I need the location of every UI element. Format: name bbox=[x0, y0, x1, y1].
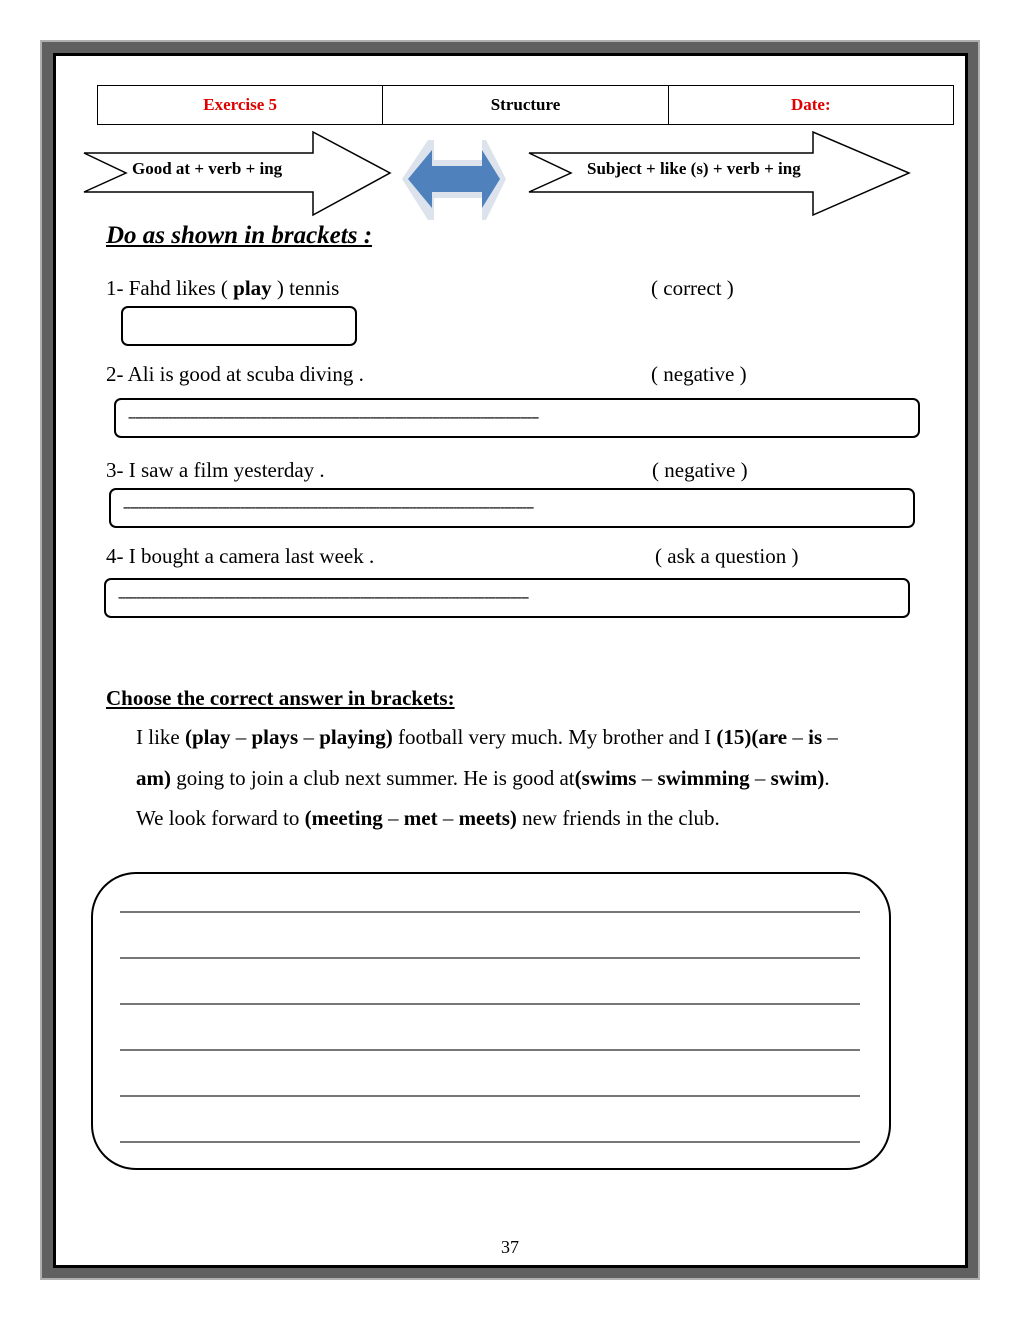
question-4: 4- I bought a camera last week . bbox=[106, 544, 375, 568]
choice-option[interactable]: met bbox=[403, 806, 438, 830]
writing-line[interactable] bbox=[120, 911, 860, 913]
text: . bbox=[824, 766, 830, 790]
section2-title: Choose the correct answer in brackets: bbox=[106, 686, 455, 710]
choice-option[interactable]: plays bbox=[251, 725, 299, 749]
question-2-instruction: ( negative ) bbox=[651, 362, 747, 386]
writing-line[interactable] bbox=[120, 1141, 860, 1143]
page-number: 37 bbox=[501, 1237, 519, 1257]
question-1-suffix: ) tennis bbox=[271, 276, 340, 300]
left-arrow-label: Good at + verb + ing bbox=[132, 159, 283, 178]
separator: – bbox=[822, 725, 838, 749]
paragraph-line-1 bbox=[136, 725, 838, 750]
separator: – bbox=[749, 766, 771, 790]
question-2: 2- Ali is good at scuba diving . bbox=[106, 362, 364, 386]
right-arrow-label: Subject + like (s) + verb + ing bbox=[587, 159, 801, 178]
choice-option[interactable]: am) bbox=[136, 766, 171, 790]
choice-option[interactable]: (play bbox=[184, 725, 231, 749]
choice-option[interactable]: swimming bbox=[657, 766, 750, 790]
question-4-instruction: ( ask a question ) bbox=[655, 544, 799, 568]
separator: – bbox=[787, 725, 809, 749]
choice-option[interactable]: is bbox=[808, 725, 823, 749]
separator: – bbox=[382, 806, 404, 830]
answer-box-3[interactable]: ---------------------------------------------------------------------------------------------------------------- bbox=[109, 488, 915, 528]
question-1-prefix: 1- Fahd likes ( bbox=[106, 276, 234, 300]
paragraph-line-2 bbox=[136, 766, 830, 791]
choice-option[interactable]: (swims bbox=[574, 766, 637, 790]
choice-option[interactable]: playing) bbox=[319, 725, 393, 749]
question-1-keyword: play bbox=[233, 276, 272, 300]
question-3: 3- I saw a film yesterday . bbox=[106, 458, 325, 482]
writing-line[interactable] bbox=[120, 1049, 860, 1051]
answer-box-4[interactable]: ---------------------------------------------------------------------------------------------------------------- bbox=[104, 578, 910, 618]
section1-title: Do as shown in brackets : bbox=[106, 222, 373, 249]
date-label: Date: bbox=[668, 86, 953, 124]
question-3-instruction: ( negative ) bbox=[652, 458, 748, 482]
text: football very much. My brother and I bbox=[392, 725, 717, 749]
paragraph-line-3 bbox=[136, 806, 720, 831]
question-1 bbox=[106, 276, 339, 301]
text: I like bbox=[136, 725, 185, 749]
answer-box-2[interactable]: ---------------------------------------------------------------------------------------------------------------- bbox=[114, 398, 920, 438]
text: new friends in the club. bbox=[516, 806, 720, 830]
answer-box-1[interactable] bbox=[121, 306, 357, 346]
exercise-label: Exercise 5 bbox=[203, 95, 278, 114]
text: We look forward to bbox=[136, 806, 305, 830]
choice-option[interactable]: meets) bbox=[458, 806, 517, 830]
separator: – bbox=[437, 806, 459, 830]
topic-label: Structure bbox=[382, 86, 667, 124]
separator: – bbox=[230, 725, 252, 749]
question-1-instruction: ( correct ) bbox=[651, 276, 734, 300]
writing-line[interactable] bbox=[120, 1003, 860, 1005]
choice-option[interactable]: (15)(are bbox=[716, 725, 788, 749]
choice-option[interactable]: swim) bbox=[770, 766, 825, 790]
double-arrow-icon bbox=[398, 136, 510, 224]
separator: – bbox=[636, 766, 658, 790]
writing-line[interactable] bbox=[120, 1095, 860, 1097]
writing-area[interactable] bbox=[91, 872, 891, 1170]
header-table bbox=[97, 85, 954, 125]
choice-option[interactable]: (meeting bbox=[304, 806, 383, 830]
text: going to join a club next summer. He is good at bbox=[171, 766, 575, 790]
writing-line[interactable] bbox=[120, 957, 860, 959]
separator: – bbox=[298, 725, 320, 749]
